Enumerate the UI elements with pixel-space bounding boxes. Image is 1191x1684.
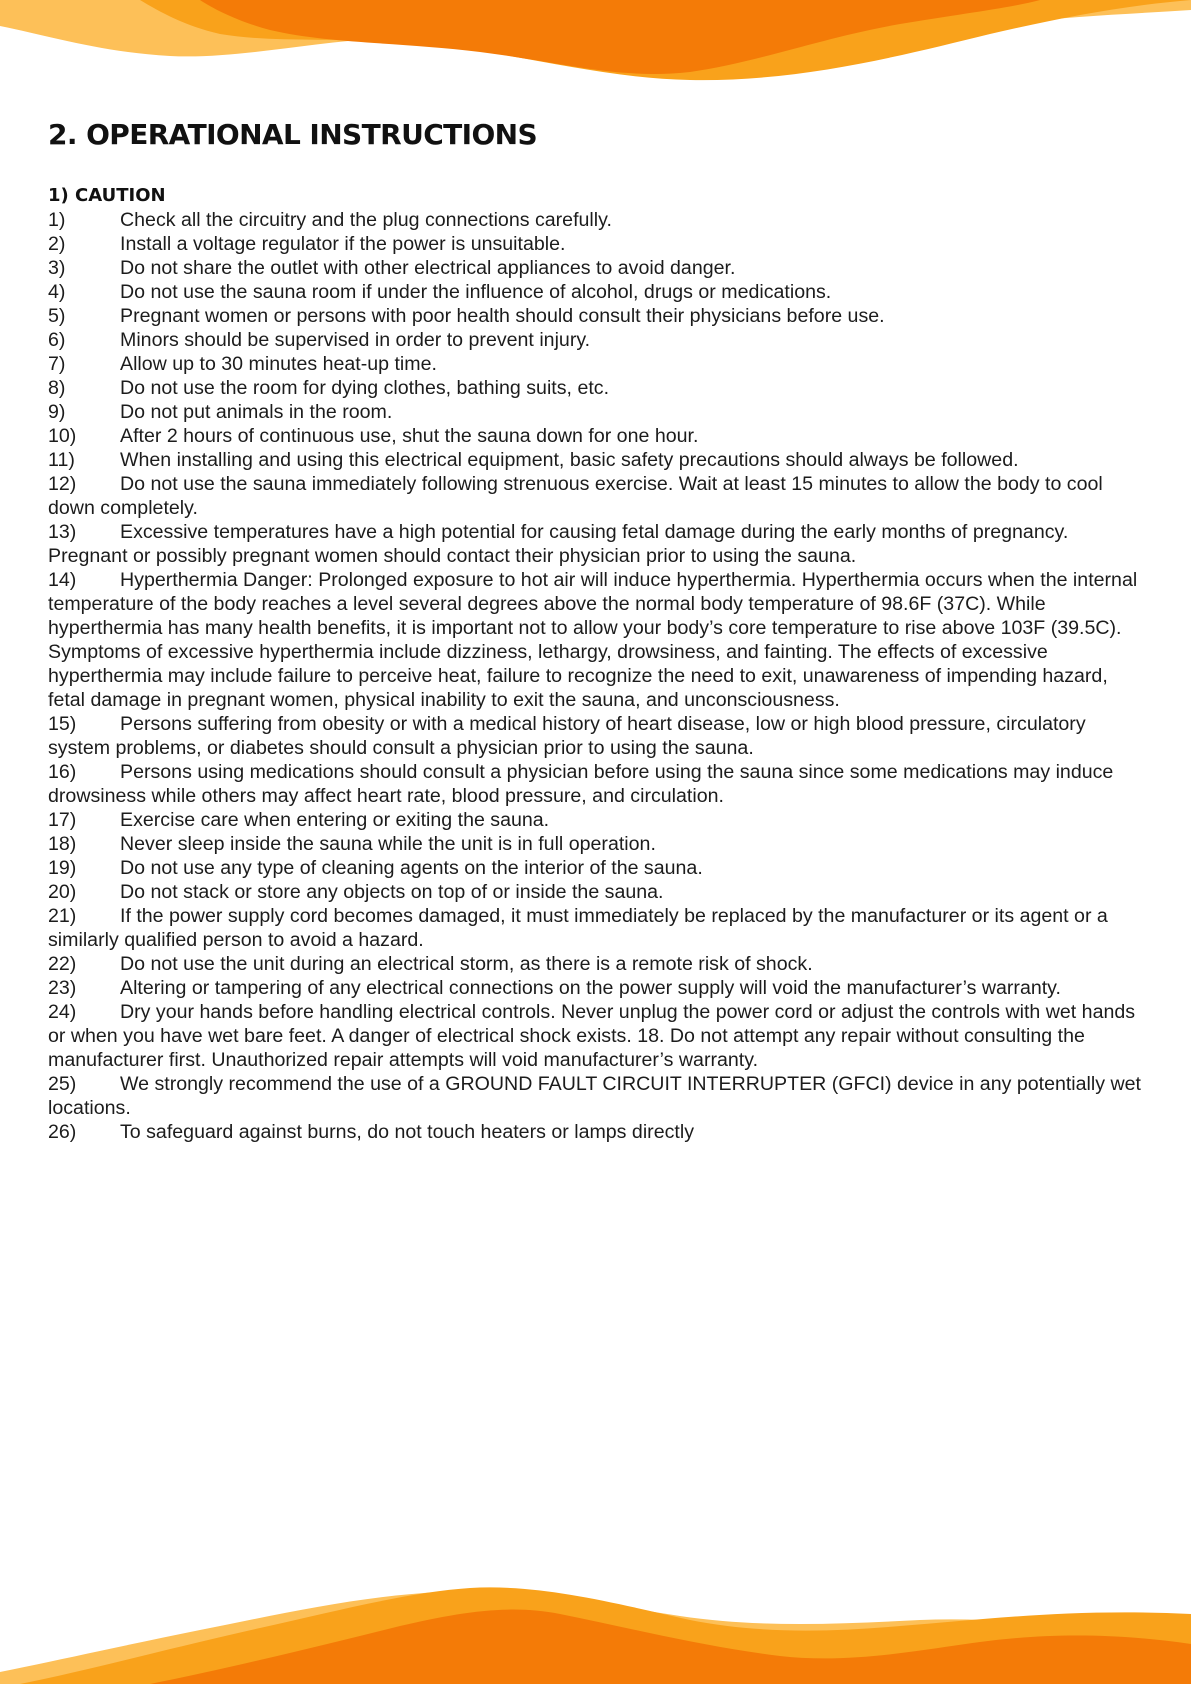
caution-item-text: Exercise care when entering or exiting the sauna. [120, 809, 550, 831]
caution-item [48, 304, 1148, 328]
footer-wave-decoration [0, 1574, 1191, 1684]
page-title: 2. OPERATIONAL INSTRUCTIONS [48, 118, 538, 151]
caution-item-number: 25) [48, 1073, 77, 1095]
caution-item [48, 376, 1148, 400]
caution-item-number: 11) [48, 449, 75, 471]
caution-item [48, 232, 1148, 256]
caution-item-number: 18) [48, 833, 77, 855]
caution-item [48, 832, 1148, 856]
caution-item [48, 472, 1148, 520]
caution-item-text: Do not use the unit during an electrical storm, as there is a remote risk of shock. [120, 953, 813, 975]
caution-item-text: Altering or tampering of any electrical connections on the power supply will void the manufacturer’s warranty. [120, 977, 1061, 999]
caution-item-number: 12) [48, 473, 77, 495]
caution-item [48, 400, 1148, 424]
caution-item-text: Never sleep inside the sauna while the unit is in full operation. [120, 833, 656, 855]
caution-item [48, 880, 1148, 904]
caution-item-text: Excessive temperatures have a high potential for causing fetal damage during the early months of pregnancy. Pregnant or possibly pregnant women should contact their physician prior to using the sauna. [48, 521, 1069, 567]
caution-item-text: Dry your hands before handling electrical controls. Never unplug the power cord or adjust the controls with wet hands or when you have wet bare feet. A danger of electrical shock exists. 18. Do not attempt any repair without consulting the manufacturer first. Unauthorized repair attempts will void manufacturer’s warranty. [48, 1001, 1136, 1071]
caution-item-number: 15) [48, 713, 77, 735]
caution-item-text: Allow up to 30 minutes heat-up time. [120, 353, 437, 375]
caution-item [48, 424, 1148, 448]
caution-item-number: 13) [48, 521, 77, 543]
caution-item-text: To safeguard against burns, do not touch heaters or lamps directly [120, 1121, 694, 1143]
caution-item-number: 10) [48, 425, 77, 447]
caution-item [48, 856, 1148, 880]
caution-item-number: 17) [48, 809, 77, 831]
caution-item [48, 808, 1148, 832]
caution-item [48, 352, 1148, 376]
caution-item-number: 26) [48, 1121, 77, 1143]
caution-item-number: 6) [48, 329, 66, 351]
caution-item [48, 1072, 1148, 1120]
caution-item [48, 448, 1148, 472]
caution-item-text: Hyperthermia Danger: Prolonged exposure to hot air will induce hyperthermia. Hyperthermia occurs when the internal temperature of the body reaches a level several degrees above the normal body temperature of 98.6F (37C). While hyperthermia has many health benefits, it is important not to allow your body’s core temperature to rise above 103F (39.5C). Symptoms of excessive hyperthermia include dizziness, lethargy, drowsiness, and fainting. The effects of excessive hyperthermia may include failure to perceive heat, failure to recognize the need to exit, unawareness of impending hazard, fetal damage in pregnant women, physical inability to exit the sauna, and unconsciousness. [48, 569, 1138, 711]
caution-item-text: Persons using medications should consult a physician before using the sauna since some medications may induce drowsiness while others may affect heart rate, blood pressure, and circulation. [48, 761, 1114, 807]
caution-item [48, 760, 1148, 808]
section-title-caution: 1) CAUTION [48, 185, 166, 206]
caution-item [48, 328, 1148, 352]
caution-item-text: Do not stack or store any objects on top of or inside the sauna. [120, 881, 664, 903]
caution-item-text: Do not use the room for dying clothes, bathing suits, etc. [120, 377, 610, 399]
caution-item-number: 7) [48, 353, 66, 375]
caution-item [48, 976, 1148, 1000]
caution-item-number: 16) [48, 761, 77, 783]
caution-item-text: When installing and using this electrical equipment, basic safety precautions should always be followed. [120, 449, 1019, 471]
caution-item-text: Check all the circuitry and the plug connections carefully. [120, 209, 612, 231]
caution-item [48, 1120, 1148, 1144]
document-body [48, 112, 1148, 1144]
caution-item-number: 21) [48, 905, 77, 927]
caution-item-number: 9) [48, 401, 66, 423]
caution-item-number: 4) [48, 281, 66, 303]
caution-item [48, 568, 1148, 712]
caution-item-text: Pregnant women or persons with poor health should consult their physicians before use. [120, 305, 885, 327]
caution-list [48, 208, 1148, 1144]
caution-item-text: Do not use the sauna room if under the influence of alcohol, drugs or medications. [120, 281, 832, 303]
caution-item-number: 2) [48, 233, 66, 255]
caution-item-text: If the power supply cord becomes damaged, it must immediately be replaced by the manufacturer or its agent or a similarly qualified person to avoid a hazard. [48, 905, 1108, 951]
caution-item-text: Do not use the sauna immediately following strenuous exercise. Wait at least 15 minutes to allow the body to cool down completely. [48, 473, 1103, 519]
caution-item [48, 280, 1148, 304]
caution-item-text: Do not share the outlet with other electrical appliances to avoid danger. [120, 257, 736, 279]
caution-item-text: Do not use any type of cleaning agents on the interior of the sauna. [120, 857, 703, 879]
caution-item-text: Install a voltage regulator if the power is unsuitable. [120, 233, 566, 255]
caution-item-text: We strongly recommend the use of a GROUND FAULT CIRCUIT INTERRUPTER (GFCI) device in any potentially wet locations. [48, 1073, 1141, 1119]
caution-item-number: 19) [48, 857, 77, 879]
caution-item [48, 712, 1148, 760]
caution-item-number: 20) [48, 881, 77, 903]
caution-item [48, 1000, 1148, 1072]
caution-item [48, 952, 1148, 976]
caution-item-number: 3) [48, 257, 66, 279]
header-wave-decoration [0, 0, 1191, 90]
caution-item-number: 8) [48, 377, 66, 399]
caution-item [48, 904, 1148, 952]
caution-item [48, 520, 1148, 568]
caution-item-text: Persons suffering from obesity or with a medical history of heart disease, low or high blood pressure, circulatory system problems, or diabetes should consult a physician prior to using the sauna. [48, 713, 1086, 759]
caution-item-number: 23) [48, 977, 77, 999]
caution-item [48, 256, 1148, 280]
caution-item [48, 208, 1148, 232]
caution-item-text: Minors should be supervised in order to prevent injury. [120, 329, 591, 351]
caution-item-number: 14) [48, 569, 77, 591]
caution-item-text: Do not put animals in the room. [120, 401, 393, 423]
caution-item-number: 1) [48, 209, 66, 231]
caution-item-number: 5) [48, 305, 66, 327]
caution-item-text: After 2 hours of continuous use, shut the sauna down for one hour. [120, 425, 699, 447]
caution-item-number: 22) [48, 953, 77, 975]
caution-item-number: 24) [48, 1001, 77, 1023]
